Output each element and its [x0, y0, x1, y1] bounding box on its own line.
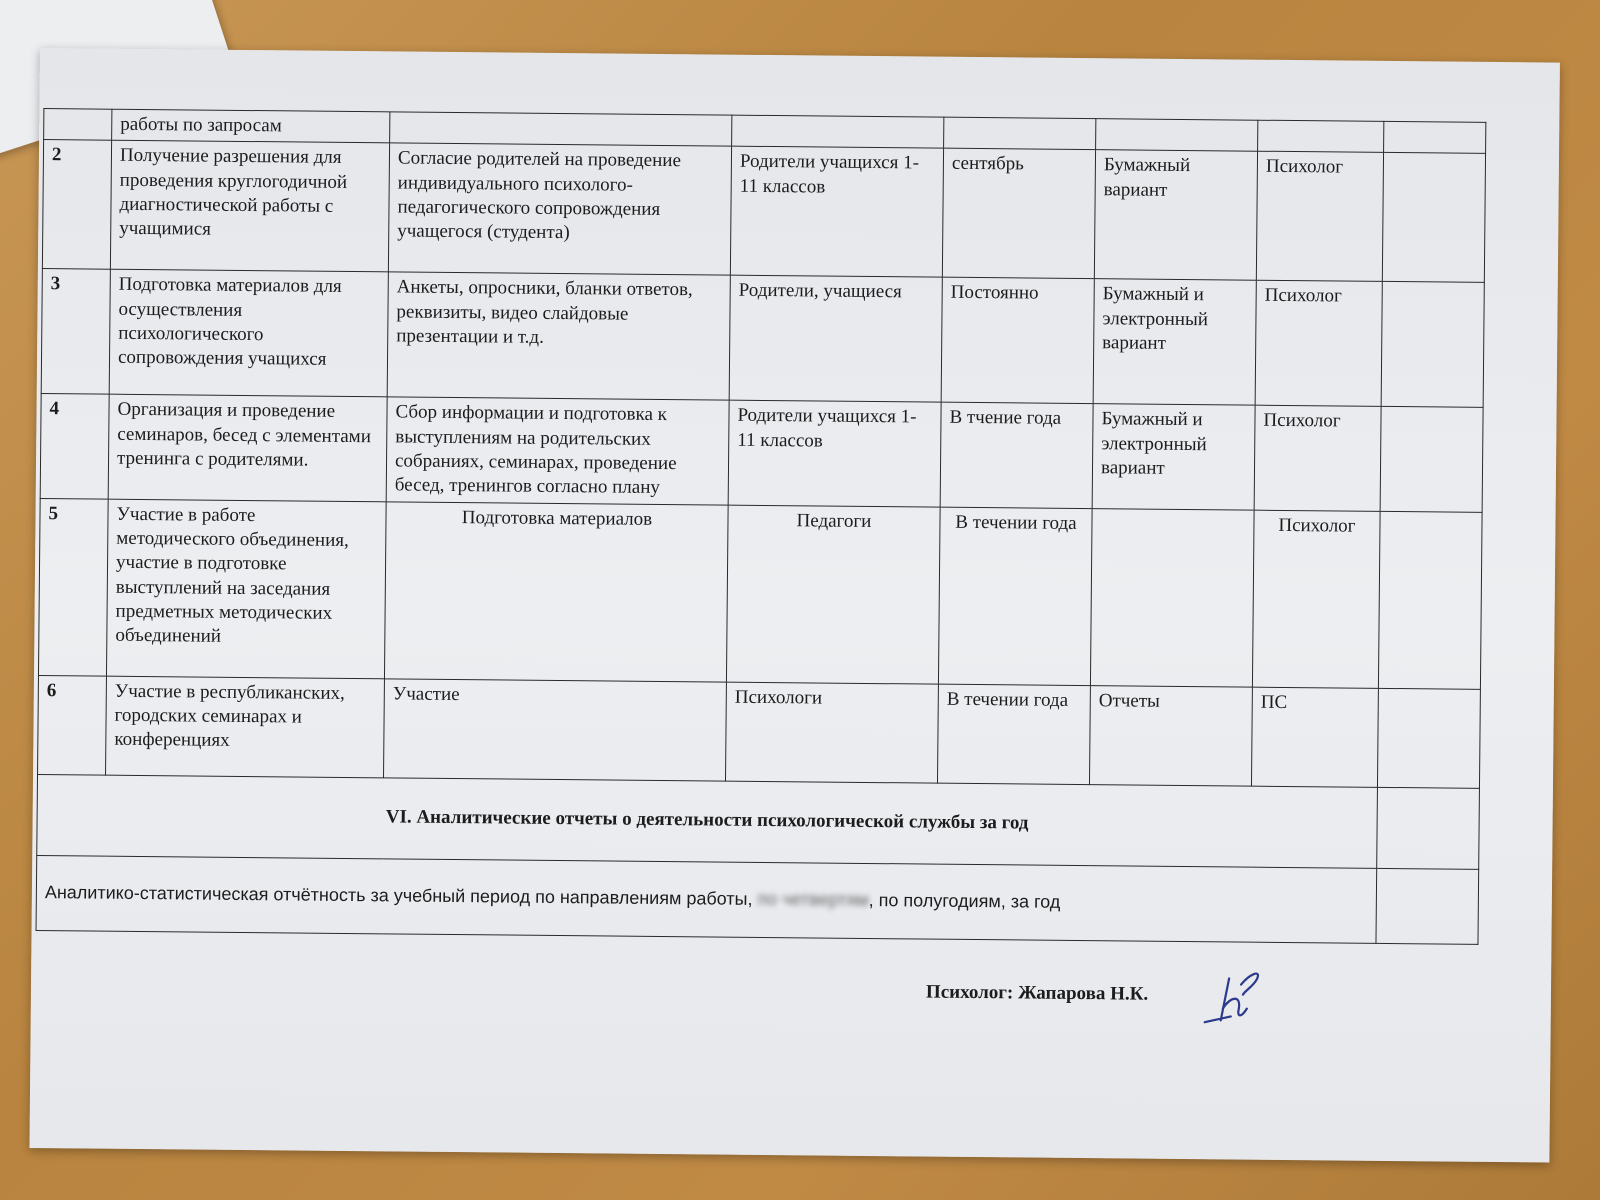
- term-cell: В течении года: [938, 507, 1092, 685]
- format-cell: Бумажный и электронный вариант: [1092, 404, 1255, 510]
- note-cell: [1377, 787, 1480, 869]
- note-cell: [1376, 868, 1479, 944]
- term-cell: [944, 117, 1096, 150]
- report-text-after: , по полугодиям, за год: [868, 890, 1061, 912]
- responsible-cell: Психолог: [1255, 280, 1382, 406]
- content-cell: Согласие родителей на проведение индивидуального психолого-педагогического сопровождения учащегося (студента): [388, 143, 731, 275]
- table-row: [38, 675, 1481, 788]
- term-cell: Постоянно: [941, 277, 1094, 403]
- audience-cell: Родители, учащиеся: [729, 275, 942, 402]
- activity-cell: Участие в работе методического объединения, участие в подготовке выступлений на заседания предметных методических объединений: [106, 499, 386, 679]
- content-cell: Сбор информации и подготовка к выступлениям на родительских собраниях, семинарах, проведение бесед, тренингов согласно плану: [386, 397, 729, 505]
- activity-cell: Участие в республиканских, городских семинарах и конференциях: [106, 676, 385, 778]
- table-row: [40, 394, 1483, 512]
- section-title: VI. Аналитические отчеты о деятельности психологической службы за год: [37, 774, 1378, 868]
- note-cell: [1381, 282, 1484, 408]
- row-number: 5: [38, 498, 108, 676]
- content-cell: Участие: [384, 678, 727, 780]
- responsible-cell: Психолог: [1254, 405, 1381, 510]
- handwritten-signature: [1201, 964, 1292, 1035]
- content-cell: [390, 112, 732, 147]
- format-cell: Бумажный вариант: [1094, 150, 1257, 281]
- activity-cell: Подготовка материалов для осуществления психологического сопровождения учащихся: [109, 269, 388, 397]
- format-cell: [1090, 508, 1254, 687]
- term-cell: В тчение года: [940, 402, 1093, 508]
- report-row: [36, 855, 1479, 944]
- row-number: [44, 109, 112, 141]
- table-row: [42, 140, 1485, 283]
- format-cell: Отчеты: [1089, 685, 1252, 786]
- note-cell: [1380, 407, 1483, 512]
- note-cell: [1378, 511, 1482, 689]
- term-cell: В течении года: [937, 684, 1090, 784]
- responsible-cell: Психолог: [1252, 510, 1380, 688]
- row-number: 3: [41, 269, 110, 395]
- activity-cell: работы по запросам: [112, 109, 390, 143]
- responsible-cell: ПС: [1251, 687, 1378, 787]
- note-cell: [1377, 688, 1480, 788]
- audience-cell: Родители учащихся 1-11 классов: [728, 400, 941, 506]
- format-cell: Бумажный и электронный вариант: [1093, 279, 1256, 406]
- audience-cell: Родители учащихся 1-11 классов: [730, 146, 943, 277]
- responsible-cell: Психолог: [1256, 152, 1383, 282]
- row-number: 2: [42, 140, 111, 270]
- table-row: [41, 269, 1484, 408]
- content-cell: Подготовка материалов: [384, 501, 728, 681]
- report-text-before: Аналитико-статистическая отчётность за учебный период по направлениям работы,: [44, 882, 758, 909]
- audience-cell: [732, 115, 944, 148]
- activity-cell: Организация и проведение семинаров, бесед с элементами тренинга с родителями.: [108, 394, 387, 501]
- document-page: [29, 48, 1559, 1163]
- content-cell: Анкеты, опросники, бланки ответов, реквизиты, видео слайдовые презентации и т.д.: [387, 272, 730, 400]
- audience-cell: Педагоги: [726, 505, 940, 684]
- note-cell: [1384, 121, 1486, 153]
- note-cell: [1382, 153, 1485, 283]
- format-cell: [1096, 119, 1258, 152]
- report-description: [36, 855, 1377, 943]
- work-plan-table: [36, 108, 1487, 944]
- section-heading-row: [37, 774, 1480, 869]
- table-row: [38, 498, 1482, 689]
- term-cell: сентябрь: [942, 148, 1095, 278]
- row-number: 4: [40, 394, 109, 499]
- responsible-cell: [1258, 120, 1384, 153]
- redacted-text: по четвертям: [757, 888, 869, 911]
- activity-cell: Получение разрешения для проведения круглогодичной диагностической работы с учащимися: [110, 141, 389, 273]
- row-number: 6: [38, 675, 107, 775]
- signatory-label: Психолог: Жапарова Н.К.: [925, 981, 1149, 1005]
- audience-cell: Психологи: [725, 682, 938, 783]
